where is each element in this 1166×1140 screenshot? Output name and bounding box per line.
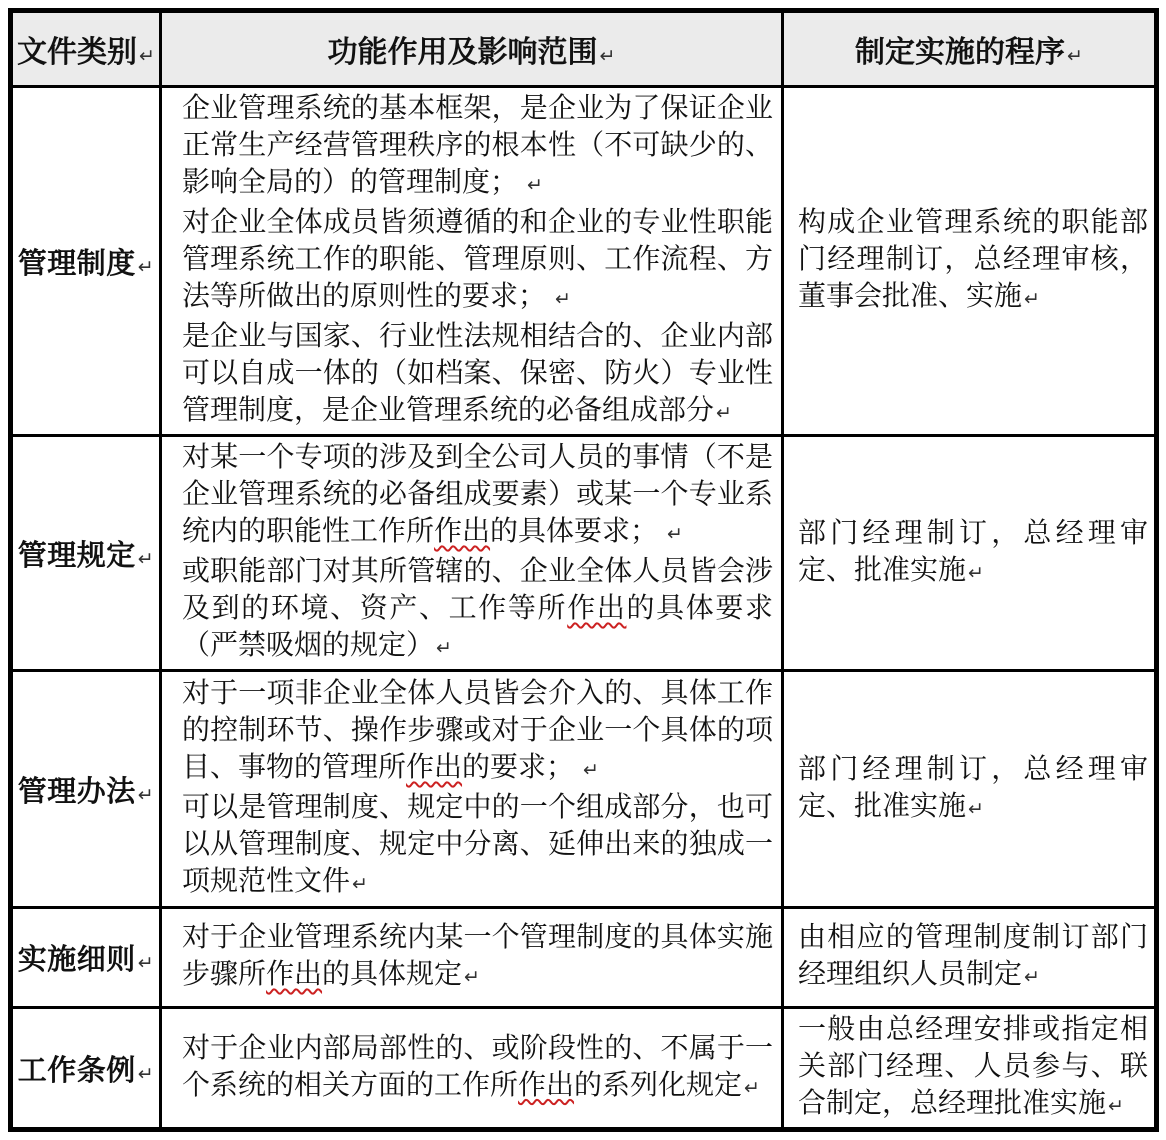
table-row xyxy=(11,671,1157,908)
procedure-cell xyxy=(783,1008,1157,1130)
procedure-cell xyxy=(783,87,1157,436)
table-row xyxy=(11,1008,1157,1130)
paragraph-mark-icon: ↵ xyxy=(1024,288,1040,310)
text-run: 或职能部门对其所管辖的、企业全体人员皆会涉及到的环境、资产、工作等所 xyxy=(182,556,773,624)
paragraph-mark-icon: ↵ xyxy=(139,45,155,67)
function-paragraph xyxy=(182,675,773,789)
paragraph-mark-icon: ↵ xyxy=(555,288,571,310)
paragraph-mark-icon: ↵ xyxy=(599,45,616,67)
table-row xyxy=(11,436,1157,671)
paragraph-mark-icon: ↵ xyxy=(527,174,543,196)
paragraph-mark-icon: ↵ xyxy=(137,255,155,278)
text-run: 可以是管理制度、规定中的一个组成部分，也可以从管理制度、规定中分离、延伸出来的独成一项规范性文件 xyxy=(182,792,773,897)
paragraph-mark-icon: ↵ xyxy=(137,783,155,806)
header-cell-procedure xyxy=(783,11,1157,87)
function-paragraph xyxy=(182,90,773,204)
procedure-text: 部门经理制订，总经理审定、批准实施 xyxy=(798,753,1148,822)
function-paragraph xyxy=(182,204,773,318)
paragraph-mark-icon: ↵ xyxy=(137,1062,155,1085)
function-cell xyxy=(161,87,783,436)
category-label: 实施细则 xyxy=(17,944,136,976)
paragraph-mark-icon: ↵ xyxy=(436,637,452,659)
text-run: 的具体要求； xyxy=(490,516,666,547)
paragraph-mark-icon: ↵ xyxy=(716,402,732,424)
paragraph-mark-icon: ↵ xyxy=(137,952,155,974)
table-row xyxy=(11,908,1157,1008)
category-label: 管理办法 xyxy=(17,775,136,808)
procedure-text: 构成企业管理系统的职能部门经理制订，总经理审核，董事会批准、实施 xyxy=(798,207,1148,312)
text-run: 对于企业管理系统内某一个管理制度的具体实施步骤所 xyxy=(182,922,773,990)
header-label: 文件类别 xyxy=(17,36,138,69)
paragraph-mark-icon: ↵ xyxy=(137,547,155,570)
document-table xyxy=(8,8,1159,1132)
paragraph-mark-icon: ↵ xyxy=(968,797,984,820)
category-cell xyxy=(11,436,161,671)
function-cell xyxy=(161,908,783,1008)
misspell-text: 作出 xyxy=(406,752,463,783)
table-row xyxy=(11,87,1157,436)
function-paragraph xyxy=(182,318,773,432)
text-run: 对于企业内部局部性的、或阶段性的、不属于一个系统的相关方面的工作所 xyxy=(182,1032,773,1101)
text-run: 对某一个专项的涉及到全公司人员的事情（不是企业管理系统的必备组成要素）或某一个专业系统内的职能性工作所 xyxy=(182,442,773,547)
category-cell xyxy=(11,1008,161,1130)
text-run: 对企业全体成员皆须遵循的和企业的专业性职能管理系统工作的职能、管理原则、工作流程、方法等所做出的原则性的要求； xyxy=(182,207,773,312)
header-row xyxy=(11,11,1157,87)
misspell-text: 作出 xyxy=(266,959,323,990)
function-paragraph xyxy=(182,439,773,553)
paragraph-mark-icon: ↵ xyxy=(744,1076,760,1099)
function-cell xyxy=(161,436,783,671)
text-run: 的具体要求（严禁吸烟的规定） xyxy=(182,593,773,661)
category-label: 管理规定 xyxy=(17,539,136,572)
function-paragraph xyxy=(182,789,773,903)
text-run: 的系列化规定 xyxy=(574,1069,743,1101)
procedure-text: 部门经理制订，总经理审定、批准实施 xyxy=(798,517,1148,586)
paragraph-mark-icon: ↵ xyxy=(1067,45,1083,67)
category-label: 工作条例 xyxy=(17,1054,136,1087)
function-paragraph xyxy=(182,919,773,996)
table-body xyxy=(11,87,1157,1130)
paragraph-mark-icon: ↵ xyxy=(583,759,599,781)
header-cell-function xyxy=(161,11,783,87)
category-label: 管理制度 xyxy=(17,247,136,280)
header-label: 制定实施的程序 xyxy=(855,36,1066,69)
text-run: 对于一项非企业全体人员皆会介入的、具体工作的控制环节、操作步骤或对于企业一个具体的项目、事物的管理所 xyxy=(182,678,773,783)
text-run: 是企业与国家、行业性法规相结合的、企业内部可以自成一体的（如档案、保密、防火）专业性管理制度，是企业管理系统的必备组成部分 xyxy=(182,321,773,426)
paragraph-mark-icon: ↵ xyxy=(968,561,984,584)
misspell-text: 作出 xyxy=(434,516,491,547)
paragraph-mark-icon: ↵ xyxy=(464,966,480,988)
paragraph-mark-icon: ↵ xyxy=(1024,966,1040,988)
paragraph-mark-icon: ↵ xyxy=(1108,1095,1124,1117)
text-run: 的要求； xyxy=(462,752,582,783)
procedure-cell xyxy=(783,908,1157,1008)
header-label: 功能作用及影响范围 xyxy=(327,36,598,69)
paragraph-mark-icon: ↵ xyxy=(352,873,368,895)
function-paragraph xyxy=(182,1030,773,1107)
text-run: 企业管理系统的基本框架，是企业为了保证企业正常生产经营管理秩序的根本性（不可缺少的、影响全局的）的管理制度； xyxy=(182,93,773,198)
misspell-text: 作出 xyxy=(567,593,627,624)
paragraph-mark-icon: ↵ xyxy=(667,523,683,545)
misspell-text: 作出 xyxy=(518,1069,575,1101)
function-cell xyxy=(161,1008,783,1130)
category-cell xyxy=(11,908,161,1008)
procedure-cell xyxy=(783,436,1157,671)
text-run: 的具体规定 xyxy=(322,959,463,990)
procedure-text: 一般由总经理安排或指定相关部门经理、人员参与、联合制定，总经理批准实施 xyxy=(798,1014,1148,1119)
category-cell xyxy=(11,671,161,908)
category-cell xyxy=(11,87,161,436)
procedure-cell xyxy=(783,671,1157,908)
function-paragraph xyxy=(182,553,773,667)
procedure-text: 由相应的管理制度制订部门经理组织人员制定 xyxy=(798,922,1148,990)
function-cell xyxy=(161,671,783,908)
header-cell-category xyxy=(11,11,161,87)
